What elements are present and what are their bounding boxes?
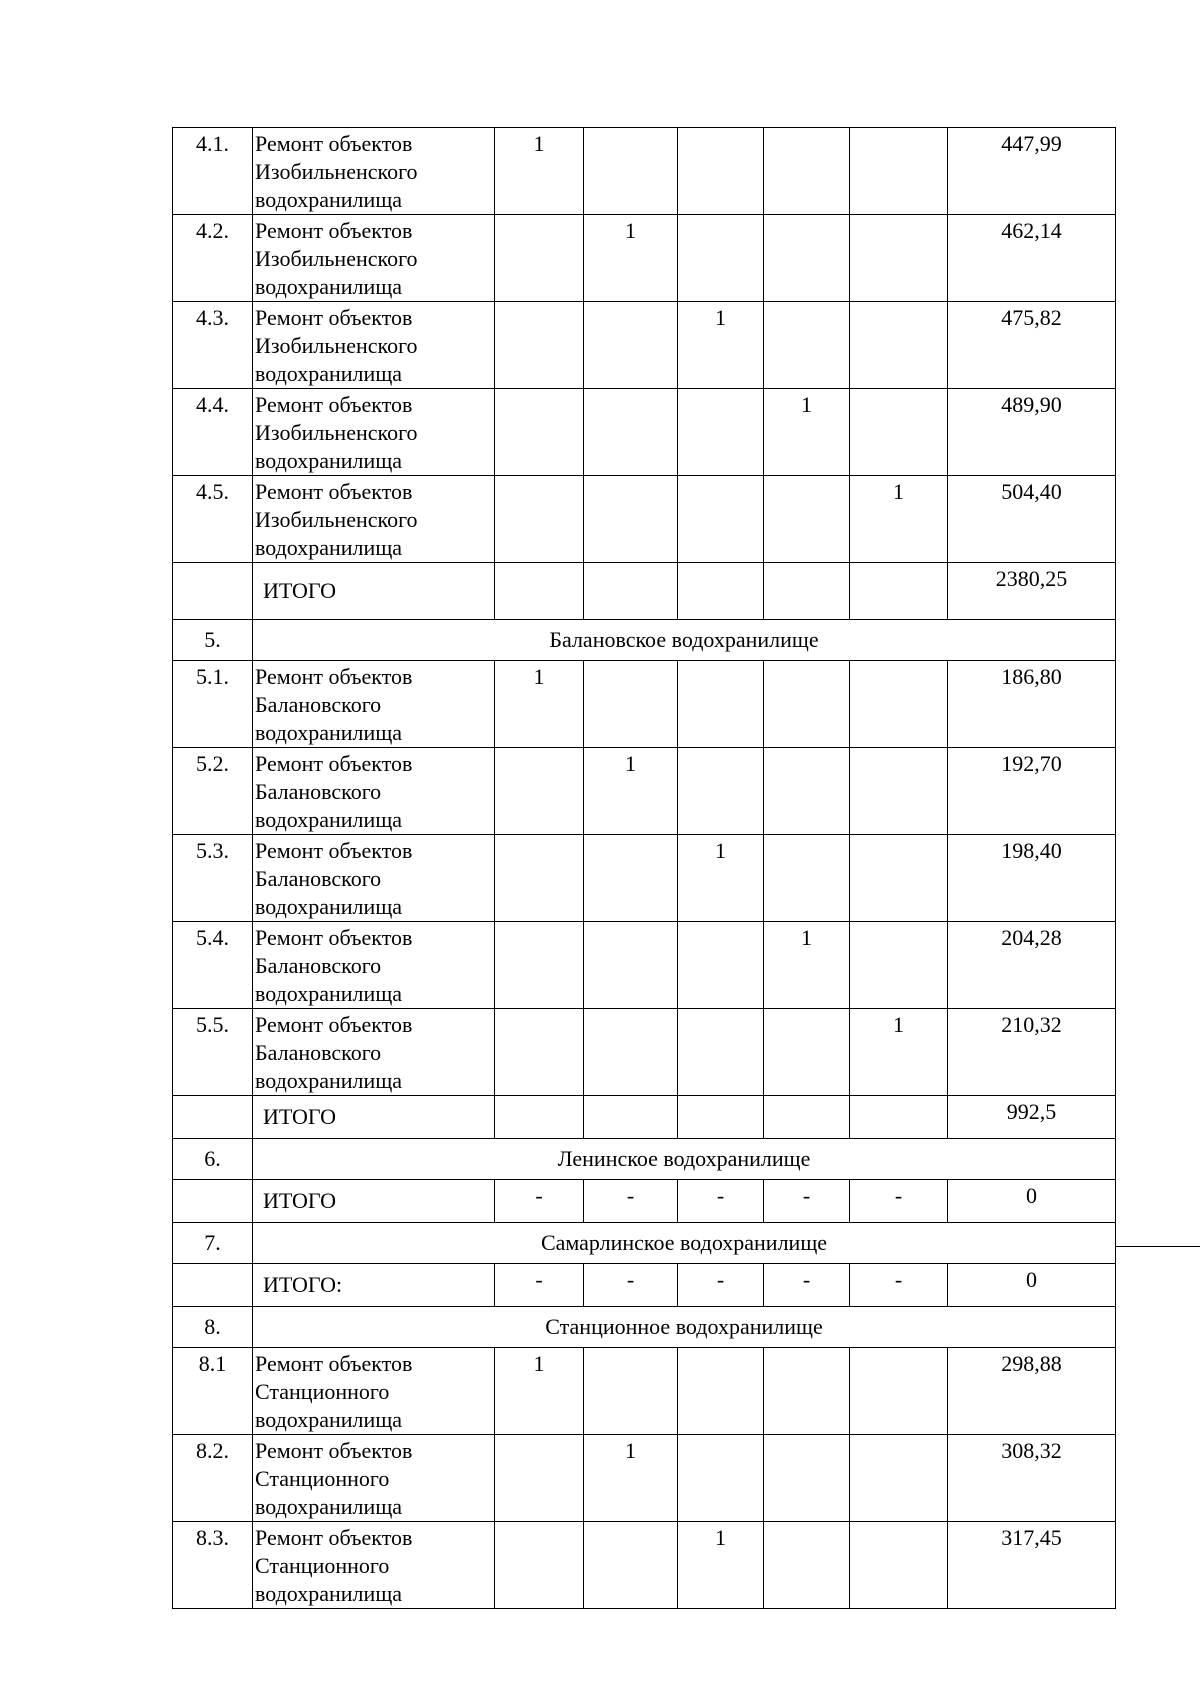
- work-name: [253, 1009, 495, 1096]
- year-mark-cell: [584, 835, 678, 922]
- table-row: [173, 476, 1116, 563]
- year-mark-cell: [584, 1009, 678, 1096]
- year-mark-cell: [678, 1348, 764, 1435]
- total-value: 2380,25: [948, 563, 1116, 620]
- year-mark-cell: [850, 389, 948, 476]
- work-name-line: водохранилища: [255, 274, 403, 299]
- year-mark-cell: [495, 1522, 584, 1609]
- year-mark-cell: 1: [850, 1009, 948, 1096]
- year-mark-cell: [678, 563, 764, 620]
- year-mark-cell: -: [764, 1264, 850, 1307]
- section-row: [173, 1139, 1116, 1180]
- table-row: [173, 1435, 1116, 1522]
- work-name: [253, 128, 495, 215]
- row-number: 4.4.: [173, 389, 253, 476]
- cost-value: 192,70: [948, 748, 1116, 835]
- work-name-line: водохранилища: [255, 807, 403, 832]
- table-row: [173, 1009, 1116, 1096]
- row-number: 5.4.: [173, 922, 253, 1009]
- section-title: Станционное водохранилище: [253, 1307, 1116, 1348]
- total-label: ИТОГО: [253, 1180, 495, 1223]
- section-title: Самарлинское водохранилище: [253, 1223, 1116, 1264]
- year-mark-cell: 1: [584, 748, 678, 835]
- total-row: [173, 1264, 1116, 1307]
- year-mark-cell: 1: [764, 389, 850, 476]
- work-name-line: водохранилища: [255, 448, 403, 473]
- table-row: [173, 389, 1116, 476]
- cost-value: 298,88: [948, 1348, 1116, 1435]
- year-mark-cell: [584, 1096, 678, 1139]
- work-name-line: водохранилища: [255, 1494, 403, 1519]
- year-mark-cell: [764, 835, 850, 922]
- year-mark-cell: 1: [764, 922, 850, 1009]
- year-mark-cell: 1: [584, 215, 678, 302]
- work-name-line: водохранилища: [255, 894, 403, 919]
- year-mark-cell: [764, 128, 850, 215]
- year-mark-cell: [764, 563, 850, 620]
- work-name-line: водохранилища: [255, 1581, 403, 1606]
- row-number: 5.3.: [173, 835, 253, 922]
- section-title: Ленинское водохранилище: [253, 1139, 1116, 1180]
- year-mark-cell: [764, 1096, 850, 1139]
- total-row: [173, 563, 1116, 620]
- row-number: [173, 563, 253, 620]
- year-mark-cell: 1: [584, 1435, 678, 1522]
- work-name: [253, 1348, 495, 1435]
- year-mark-cell: [678, 389, 764, 476]
- section-row: [173, 1223, 1116, 1264]
- work-name-line: Балановского: [255, 779, 382, 804]
- cost-value: 210,32: [948, 1009, 1116, 1096]
- work-name-line: Ремонт объектов: [255, 1525, 413, 1550]
- total-label: ИТОГО: [253, 563, 495, 620]
- work-name-line: водохранилища: [255, 720, 403, 745]
- cost-value: 462,14: [948, 215, 1116, 302]
- work-name-line: Балановского: [255, 1040, 382, 1065]
- year-mark-cell: 1: [678, 1522, 764, 1609]
- section-row: [173, 1307, 1116, 1348]
- cost-value: 186,80: [948, 661, 1116, 748]
- year-mark-cell: [850, 835, 948, 922]
- cost-value: 475,82: [948, 302, 1116, 389]
- total-row: [173, 1180, 1116, 1223]
- year-mark-cell: [495, 1096, 584, 1139]
- work-name: [253, 1522, 495, 1609]
- year-mark-cell: [495, 476, 584, 563]
- work-name: [253, 835, 495, 922]
- work-name-line: Станционного: [255, 1379, 390, 1404]
- cost-value: 308,32: [948, 1435, 1116, 1522]
- year-mark-cell: [764, 1348, 850, 1435]
- cost-value: 198,40: [948, 835, 1116, 922]
- year-mark-cell: [678, 215, 764, 302]
- year-mark-cell: -: [678, 1180, 764, 1223]
- year-mark-cell: [678, 1009, 764, 1096]
- total-value: 0: [948, 1264, 1116, 1307]
- table-row: [173, 128, 1116, 215]
- year-mark-cell: [584, 922, 678, 1009]
- work-name: [253, 389, 495, 476]
- table-row: [173, 661, 1116, 748]
- year-mark-cell: [850, 563, 948, 620]
- work-name-line: Станционного: [255, 1553, 390, 1578]
- year-mark-cell: [678, 476, 764, 563]
- year-mark-cell: [495, 389, 584, 476]
- year-mark-cell: [764, 1009, 850, 1096]
- year-mark-cell: -: [584, 1180, 678, 1223]
- work-name: [253, 476, 495, 563]
- total-label: ИТОГО:: [253, 1264, 495, 1307]
- year-mark-cell: [850, 661, 948, 748]
- row-number: 5.2.: [173, 748, 253, 835]
- work-name-line: Ремонт объектов: [255, 751, 413, 776]
- year-mark-cell: [495, 922, 584, 1009]
- year-mark-cell: [584, 1522, 678, 1609]
- table-row: [173, 835, 1116, 922]
- year-mark-cell: [850, 748, 948, 835]
- work-name: [253, 1435, 495, 1522]
- cost-value: 317,45: [948, 1522, 1116, 1609]
- row-number: 8.1: [173, 1348, 253, 1435]
- table-row: [173, 302, 1116, 389]
- year-mark-cell: 1: [850, 476, 948, 563]
- table-row: [173, 748, 1116, 835]
- year-mark-cell: [495, 748, 584, 835]
- row-number: 8.2.: [173, 1435, 253, 1522]
- year-mark-cell: [850, 128, 948, 215]
- work-name-line: Изобильненского: [255, 507, 418, 532]
- year-mark-cell: [764, 302, 850, 389]
- work-name-line: Изобильненского: [255, 333, 418, 358]
- work-name-line: Изобильненского: [255, 246, 418, 271]
- year-mark-cell: [495, 563, 584, 620]
- cost-value: 447,99: [948, 128, 1116, 215]
- year-mark-cell: [764, 1435, 850, 1522]
- work-name-line: водохранилища: [255, 1407, 403, 1432]
- row-number: 5.1.: [173, 661, 253, 748]
- work-name: [253, 661, 495, 748]
- year-mark-cell: [764, 661, 850, 748]
- work-name-line: Балановского: [255, 866, 382, 891]
- cost-value: 504,40: [948, 476, 1116, 563]
- row-number: 5.5.: [173, 1009, 253, 1096]
- year-mark-cell: [764, 476, 850, 563]
- year-mark-cell: [850, 1522, 948, 1609]
- work-name: [253, 302, 495, 389]
- year-mark-cell: 1: [495, 661, 584, 748]
- year-mark-cell: [850, 1096, 948, 1139]
- year-mark-cell: [850, 1348, 948, 1435]
- work-name-line: Ремонт объектов: [255, 305, 413, 330]
- year-mark-cell: [850, 215, 948, 302]
- work-name-line: Станционного: [255, 1466, 390, 1491]
- year-mark-cell: [678, 661, 764, 748]
- work-name-line: Ремонт объектов: [255, 1012, 413, 1037]
- work-name: [253, 748, 495, 835]
- year-mark-cell: [495, 1009, 584, 1096]
- year-mark-cell: [495, 835, 584, 922]
- year-mark-cell: 1: [495, 128, 584, 215]
- year-mark-cell: [584, 302, 678, 389]
- work-name: [253, 922, 495, 1009]
- year-mark-cell: -: [495, 1180, 584, 1223]
- row-number: 4.2.: [173, 215, 253, 302]
- section-number: 6.: [173, 1139, 253, 1180]
- work-name-line: водохранилища: [255, 535, 403, 560]
- section-number: 8.: [173, 1307, 253, 1348]
- year-mark-cell: [678, 1435, 764, 1522]
- year-mark-cell: [495, 1435, 584, 1522]
- row-number: 4.5.: [173, 476, 253, 563]
- year-mark-cell: -: [764, 1180, 850, 1223]
- total-label: ИТОГО: [253, 1096, 495, 1139]
- work-name-line: водохранилища: [255, 361, 403, 386]
- section-number: 5.: [173, 620, 253, 661]
- year-mark-cell: [584, 563, 678, 620]
- year-mark-cell: [584, 389, 678, 476]
- row-number: [173, 1180, 253, 1223]
- section-title: Балановское водохранилище: [253, 620, 1116, 661]
- cost-value: 489,90: [948, 389, 1116, 476]
- work-name-line: Балановского: [255, 692, 382, 717]
- work-name-line: Ремонт объектов: [255, 1438, 413, 1463]
- work-name-line: Ремонт объектов: [255, 479, 413, 504]
- section-number: 7.: [173, 1223, 253, 1264]
- works-table: [172, 127, 1116, 1609]
- year-mark-cell: [678, 748, 764, 835]
- total-value: 0: [948, 1180, 1116, 1223]
- row-number: [173, 1096, 253, 1139]
- total-row: [173, 1096, 1116, 1139]
- table-row: [173, 215, 1116, 302]
- year-mark-cell: [764, 1522, 850, 1609]
- row-number: [173, 1264, 253, 1307]
- year-mark-cell: [678, 1096, 764, 1139]
- work-name-line: Балановского: [255, 953, 382, 978]
- year-mark-cell: -: [584, 1264, 678, 1307]
- year-mark-cell: [584, 1348, 678, 1435]
- year-mark-cell: -: [850, 1180, 948, 1223]
- year-mark-cell: 1: [495, 1348, 584, 1435]
- margin-line: [1115, 1246, 1200, 1247]
- year-mark-cell: [495, 215, 584, 302]
- year-mark-cell: 1: [678, 835, 764, 922]
- work-name-line: Ремонт объектов: [255, 664, 413, 689]
- year-mark-cell: -: [495, 1264, 584, 1307]
- year-mark-cell: [850, 1435, 948, 1522]
- year-mark-cell: -: [850, 1264, 948, 1307]
- row-number: 8.3.: [173, 1522, 253, 1609]
- work-name-line: Ремонт объектов: [255, 1351, 413, 1376]
- work-name-line: Ремонт объектов: [255, 925, 413, 950]
- row-number: 4.3.: [173, 302, 253, 389]
- cost-value: 204,28: [948, 922, 1116, 1009]
- work-name-line: Ремонт объектов: [255, 218, 413, 243]
- year-mark-cell: [584, 128, 678, 215]
- year-mark-cell: -: [678, 1264, 764, 1307]
- year-mark-cell: [764, 215, 850, 302]
- year-mark-cell: [850, 922, 948, 1009]
- year-mark-cell: [764, 748, 850, 835]
- work-name-line: водохранилища: [255, 187, 403, 212]
- table-body: [173, 128, 1116, 1609]
- work-name-line: водохранилища: [255, 1068, 403, 1093]
- work-name-line: Изобильненского: [255, 159, 418, 184]
- work-name-line: водохранилища: [255, 981, 403, 1006]
- year-mark-cell: [678, 922, 764, 1009]
- year-mark-cell: [678, 128, 764, 215]
- table-row: [173, 922, 1116, 1009]
- year-mark-cell: [495, 302, 584, 389]
- work-name: [253, 215, 495, 302]
- work-name-line: Ремонт объектов: [255, 131, 413, 156]
- year-mark-cell: [584, 476, 678, 563]
- year-mark-cell: [850, 302, 948, 389]
- table-row: [173, 1348, 1116, 1435]
- table-row: [173, 1522, 1116, 1609]
- total-value: 992,5: [948, 1096, 1116, 1139]
- section-row: [173, 620, 1116, 661]
- work-name-line: Изобильненского: [255, 420, 418, 445]
- work-name-line: Ремонт объектов: [255, 838, 413, 863]
- work-name-line: Ремонт объектов: [255, 392, 413, 417]
- row-number: 4.1.: [173, 128, 253, 215]
- year-mark-cell: [584, 661, 678, 748]
- year-mark-cell: 1: [678, 302, 764, 389]
